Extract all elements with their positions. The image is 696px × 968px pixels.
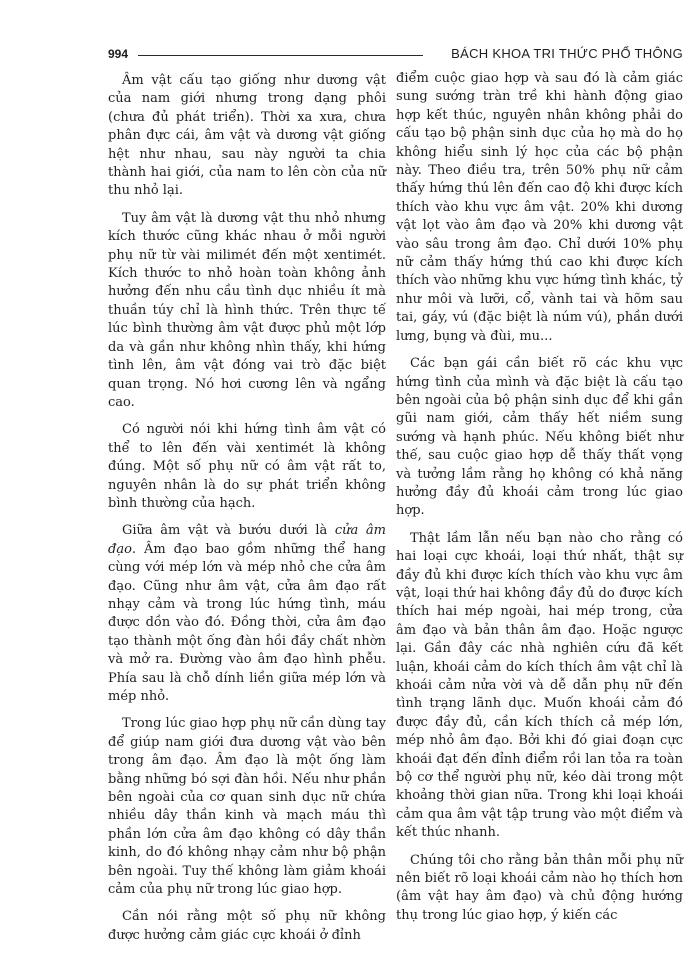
book-title: BÁCH KHOA TRI THỨC PHỔ THÔNG (451, 46, 683, 61)
paragraph: Âm vật cấu tạo giống như dương vật của nam giới nhưng trong dạng phôi (chưa đủ phát triển). Thời xa xưa, chưa phân đực cái, âm vật và dương vật giống hệt như nhau, sau này người ta chia thành hai giới, của nam to lên còn của nữ thu nhỏ lại. (108, 73, 386, 199)
vagina-paragraph (108, 522, 386, 706)
paragraph-continued: điểm cuộc giao hợp và sau đó là cảm giác sung sướng tràn trề khi hành động giao hợp kết thúc, nguyên nhân không phải do cấu tạo bộ phận sinh dục của họ mà do họ không hiểu sinh lý học của các bộ phận này. Theo điều tra, trên 50% phụ nữ cảm thấy hứng thú lên đến cao độ khi được kích thích vào khu vực âm vật. 20% khi dương vật lọt vào âm đạo và 20% khi dương vật vào sâu trong âm đạo. Chỉ dưới 10% phụ nữ cảm thấy hứng thú cao khi được kích thích vào những khu vực hứng tình khác, tỷ như môi và lưỡi, cổ, vành tai và hõm sau tai, gáy, vú (đặc biệt là núm vú), phần dưới lưng, bụng và đùi, mu... (396, 71, 683, 344)
paragraph: Cần nói rằng một số phụ nữ không được hưởng cảm giác cực khoái ở đỉnh (108, 909, 386, 943)
paragraph: Các bạn gái cần biết rõ các khu vực hứng tình của mình và đặc biệt là cấu tạo bên ngoài của bộ phận sinh dục để khi gần gũi nam giới, cảm thấy hết niềm sung sướng và hạnh phúc. Nếu không biết như thế, sau cuộc giao hợp dễ thấy thất vọng và tưởng lầm rằng họ không có khả năng hưởng đầy đủ khoái cảm trong lúc giao hợp. (396, 356, 683, 519)
paragraph: Trong lúc giao hợp phụ nữ cần dùng tay để giúp nam giới đưa dương vật vào bên trong âm đạo. Âm đạo là một ống làm bằng những bó sợi đàn hồi. Nếu như phần bên ngoài của cơ quan sinh dục nữ chứa nhiều dây thần kinh và mạch máu thì phần lớn cửa âm đạo không có dây thần kinh, do đó không nhạy cảm như bộ phận bên ngoài. Tuy thế không làm giảm khoái cảm của phụ nữ trong lúc giao hợp. (108, 716, 386, 898)
paragraph: Thật lầm lẫn nếu bạn nào cho rằng có hai loại cực khoái, loại thứ nhất, thật sự đầy đủ khi được kích thích vào khu vực âm vật, loại thứ hai không đầy đủ do được kích thích hai mép ngoài, hai mép trong, cửa âm đạo và bản thân âm đạo. Hoặc ngược lại. Gần đây các nhà nghiên cứu đã kết luận, khoái cảm do kích thích âm vật chỉ là khoái cảm nửa vời và dễ dẫn phụ nữ đến tình trạng lãnh dục. Muốn khoái cảm đó được đầy đủ, cần kích thích cả mép lớn, mép nhỏ âm đạo. Bởi khi đó giai đoạn cực khoái đạt đến đỉnh điểm rồi lan tỏa ra toàn bộ cơ thể người phụ nữ, kéo dài trong một khoảng thời gian nữa. Trong khi loại khoái cảm qua âm vật tập trung vào một điểm và kết thúc nhanh. (396, 530, 683, 841)
paragraph: Tuy âm vật là dương vật thu nhỏ nhưng kích thước cũng khác nhau ở mỗi người phụ nữ từ vài milimét đến một xentimét. Kích thước to nhỏ hoàn toàn không ảnh hưởng đến nhu cầu tình dục nhiều ít mà thuần túy chỉ là hình thức. Trên thực tế lúc bình thường âm vật được phủ một lớp da và gần như không nhìn thấy, khi hứng tình lên, âm vật đóng vai trò đặc biệt quan trọng. Nó hơi cương lên và ngẩng cao. (108, 210, 386, 410)
header-rule (138, 55, 423, 56)
paragraph: Chúng tôi cho rằng bản thân mỗi phụ nữ nên biết rõ loại khoái cảm nào họ thích hơn (âm vật hay âm đạo) và chủ động hướng thụ trong lúc giao hợp, ý kiến các (396, 852, 683, 923)
italic-term: cửa âm đạo (108, 523, 386, 557)
paragraph-text: Giữa âm vật và bướu dưới là (122, 523, 335, 539)
page-number: 994 (108, 47, 129, 61)
right-column (396, 70, 683, 934)
running-header (108, 44, 683, 64)
left-column (108, 72, 386, 954)
paragraph-text: . Âm đạo bao gồm những thể hang cùng với mép lớn và mép nhỏ che cửa âm đạo. Cũng như âm vật, cửa âm đạo rất nhạy cảm và trong lúc hứng tình, máu được dồn vào đó. Đồng thời, cửa âm đạo tạo thành một ống đàn hồi đầy chất nhờn và mở ra. Đường vào âm đạo hình phễu. Phía sau là chỗ dính liền giữa mép lớn và mép nhỏ. (108, 541, 386, 704)
paragraph: Có người nói khi hứng tình âm vật có thể to lên đến vài xentimét là không đúng. Một số phụ nữ có âm vật rất to, nguyên nhân là do sự phát triển không bình thường của hạch. (108, 422, 386, 511)
